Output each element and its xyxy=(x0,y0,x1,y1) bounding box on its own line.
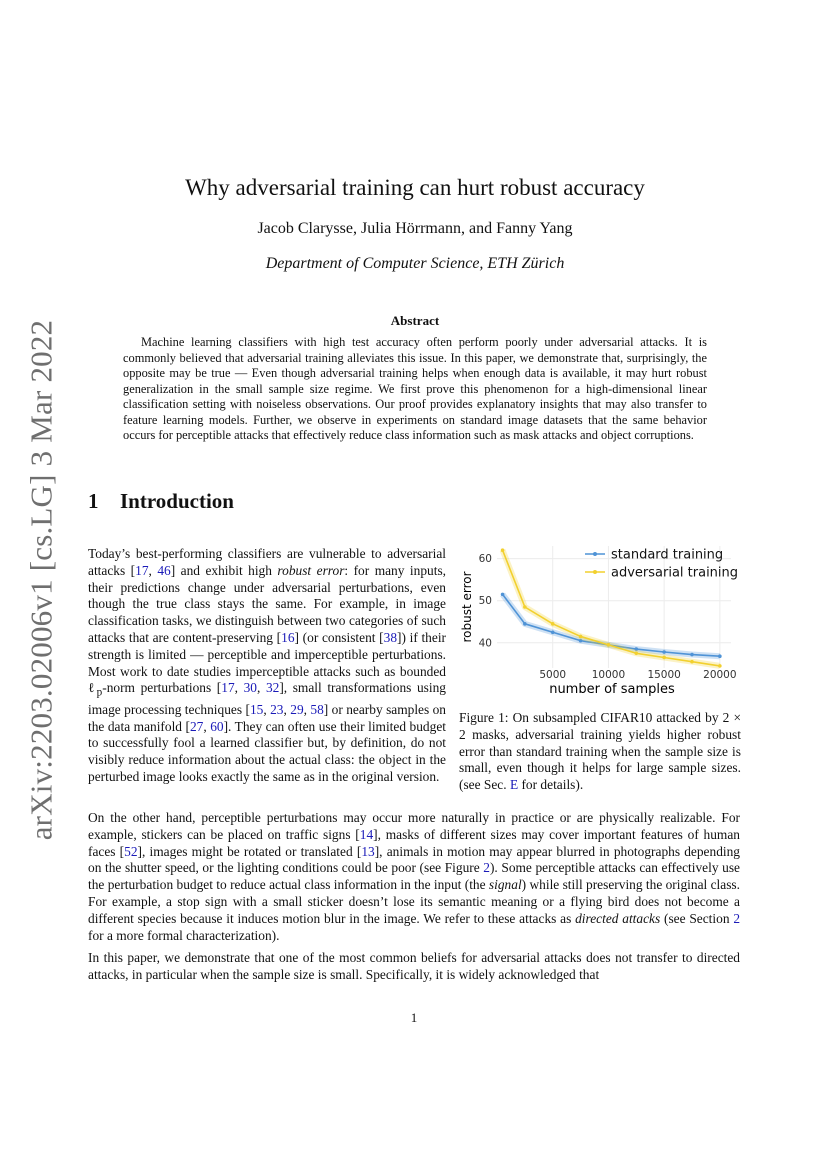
intro-paragraph-3: In this paper, we demonstrate that one of the most common beliefs for adversarial attacks does not transfer to directed attacks, in particular when the sample size is small. Specifically, it is widely acknowledged that xyxy=(88,950,740,982)
data-point xyxy=(634,651,638,655)
paper-title: Why adversarial training can hurt robust accuracy xyxy=(185,175,645,200)
data-point xyxy=(662,656,666,660)
citation-link[interactable]: 27 xyxy=(189,718,204,734)
section-number: 1 xyxy=(88,489,99,513)
figure-1-caption: Figure 1: On subsampled CIFAR10 attacked by 2 × 2 masks, adversarial training yields higher robust error than standard training when the sample size is small, even though it helps for large sample sizes. (see Sec. E for details). xyxy=(459,710,741,793)
y-tick-label: 60 xyxy=(478,553,492,566)
citation-link[interactable]: 16 xyxy=(281,629,295,645)
section-ref-link[interactable]: 2 xyxy=(733,910,741,926)
x-tick-label: 15000 xyxy=(647,669,681,681)
x-tick-label: 20000 xyxy=(703,669,737,681)
y-tick-label: 40 xyxy=(478,637,492,650)
section-ref-link[interactable]: E xyxy=(509,777,519,793)
citation-link[interactable]: 17 xyxy=(135,562,149,578)
data-point xyxy=(607,643,611,647)
section-heading xyxy=(88,489,234,514)
data-point xyxy=(551,622,555,626)
x-tick-label: 5000 xyxy=(539,669,567,681)
affiliation: Department of Computer Science, ETH Zürich xyxy=(265,255,565,272)
chart-grid xyxy=(497,546,731,668)
citation-link[interactable]: 46 xyxy=(157,562,171,578)
legend-marker xyxy=(593,570,597,574)
data-point xyxy=(718,654,722,658)
citation-link[interactable]: 60 xyxy=(210,718,224,734)
y-tick-label: 50 xyxy=(478,595,492,608)
citation-link[interactable]: 38 xyxy=(383,629,398,645)
citation-link[interactable]: 15 xyxy=(249,701,264,717)
figure-1-chart xyxy=(459,540,741,700)
citation-link[interactable]: 58 xyxy=(310,701,324,717)
data-point xyxy=(501,593,505,597)
emphasis-signal: signal xyxy=(488,877,522,893)
arxiv-identifier: arXiv:2203.02006v1 [cs.LG] 3 Mar 2022 xyxy=(23,319,59,841)
data-point xyxy=(690,660,694,664)
intro-paragraph-1: Today’s best-performing classifiers are vulnerable to adversarial attacks [17, 46] and exhibit high robust error: for many inputs, their predictions change under adversarial perturbations, even though the true class stays the same. For example, in image classification tasks, we distinguish between two categories of such attacks that are content-preserving [16] (or consistent [38]) if their strength is limited — perceptible and imperceptible perturbations. Most work to date studies imperceptible attacks such as bounded ℓ$_p$-norm perturbations [17, 30, 32], small transformations using image processing techniques [15, 23, 29, 58] or nearby samples on the data manifold [27, 60]. They can often use their limited budget to successfully fool a learned classifier but, by definition, do not visibly reduce information about the actual class: the object in the perturbed image looks exactly the same as in the original version. xyxy=(88,546,447,785)
intro-paragraph-2: On the other hand, perceptible perturbations may occur more naturally in practice or are physically realizable. For example, stickers can be placed on traffic signs [14], masks of different sizes may cover important features of human faces [52], images might be rotated or translated [13], animals in motion may appear blurred in photographs depending on the shutter speed, or the lighting conditions could be poor (see Figure 2). Some perceptible attacks can effectively use the perturbation budget to reduce actual class information in the input (the signal) while still preserving the original class. For example, a stop sign with a small sticker doesn’t lose its semantic meaning or a flying bird does not become a different species because it induces motion blur in the image. We refer to these attacks as directed attacks (see Section 2 for a more formal characterization). xyxy=(88,810,741,943)
data-point xyxy=(579,635,583,639)
legend-entry: standard training xyxy=(611,547,724,563)
citation-link[interactable]: 29 xyxy=(290,701,304,717)
data-point xyxy=(718,664,722,668)
citation-link[interactable]: 17 xyxy=(221,680,235,696)
robust-error-line-chart xyxy=(459,540,741,700)
citation-link[interactable]: 30 xyxy=(243,680,257,696)
data-point xyxy=(501,548,505,552)
citation-link[interactable]: 14 xyxy=(359,826,374,842)
data-point xyxy=(690,653,694,657)
data-point xyxy=(523,605,527,609)
figure-ref-link[interactable]: 2 xyxy=(483,860,490,876)
abstract-text: Machine learning classifiers with high test accuracy often perform poorly under adversarial attacks. It is commonly believed that adversarial training alleviates this issue. In this paper, we demonstrate that, surprisingly, the opposite may be true — Even though adversarial training helps when enough data is available, it may hurt robust generalization in the small sample size regime. We first prove this phenomenon for a high-dimensional linear classification setting with noiseless observations. Our proof provides explanatory insights that may also transfer to feature learning models. Further, we observe in experiments on standard image datasets that the same behavior occurs for perceptible attacks that effectively reduce class information such as mask attacks and object corruptions. xyxy=(123,335,707,442)
page-number: 1 xyxy=(410,1010,418,1025)
data-point xyxy=(662,650,666,654)
legend-marker xyxy=(593,552,597,556)
author-list: Jacob Clarysse, Julia Hörrmann, and Fanny Yang xyxy=(257,220,573,237)
citation-link[interactable]: 23 xyxy=(270,701,284,717)
emphasis-robust-error: robust error xyxy=(277,562,345,578)
x-axis-label: number of samples xyxy=(549,682,675,697)
legend-entry: adversarial training xyxy=(611,565,739,581)
data-point xyxy=(551,630,555,634)
x-tick-label: 10000 xyxy=(591,669,626,681)
section-title: Introduction xyxy=(120,489,234,513)
y-axis-label: robust error xyxy=(460,571,474,643)
data-point xyxy=(523,622,527,626)
citation-link[interactable]: 13 xyxy=(361,843,375,859)
citation-link[interactable]: 32 xyxy=(265,680,280,696)
emphasis-directed-attacks: directed attacks xyxy=(575,910,661,926)
citation-link[interactable]: 52 xyxy=(124,843,138,859)
abstract-heading: Abstract xyxy=(390,313,440,328)
